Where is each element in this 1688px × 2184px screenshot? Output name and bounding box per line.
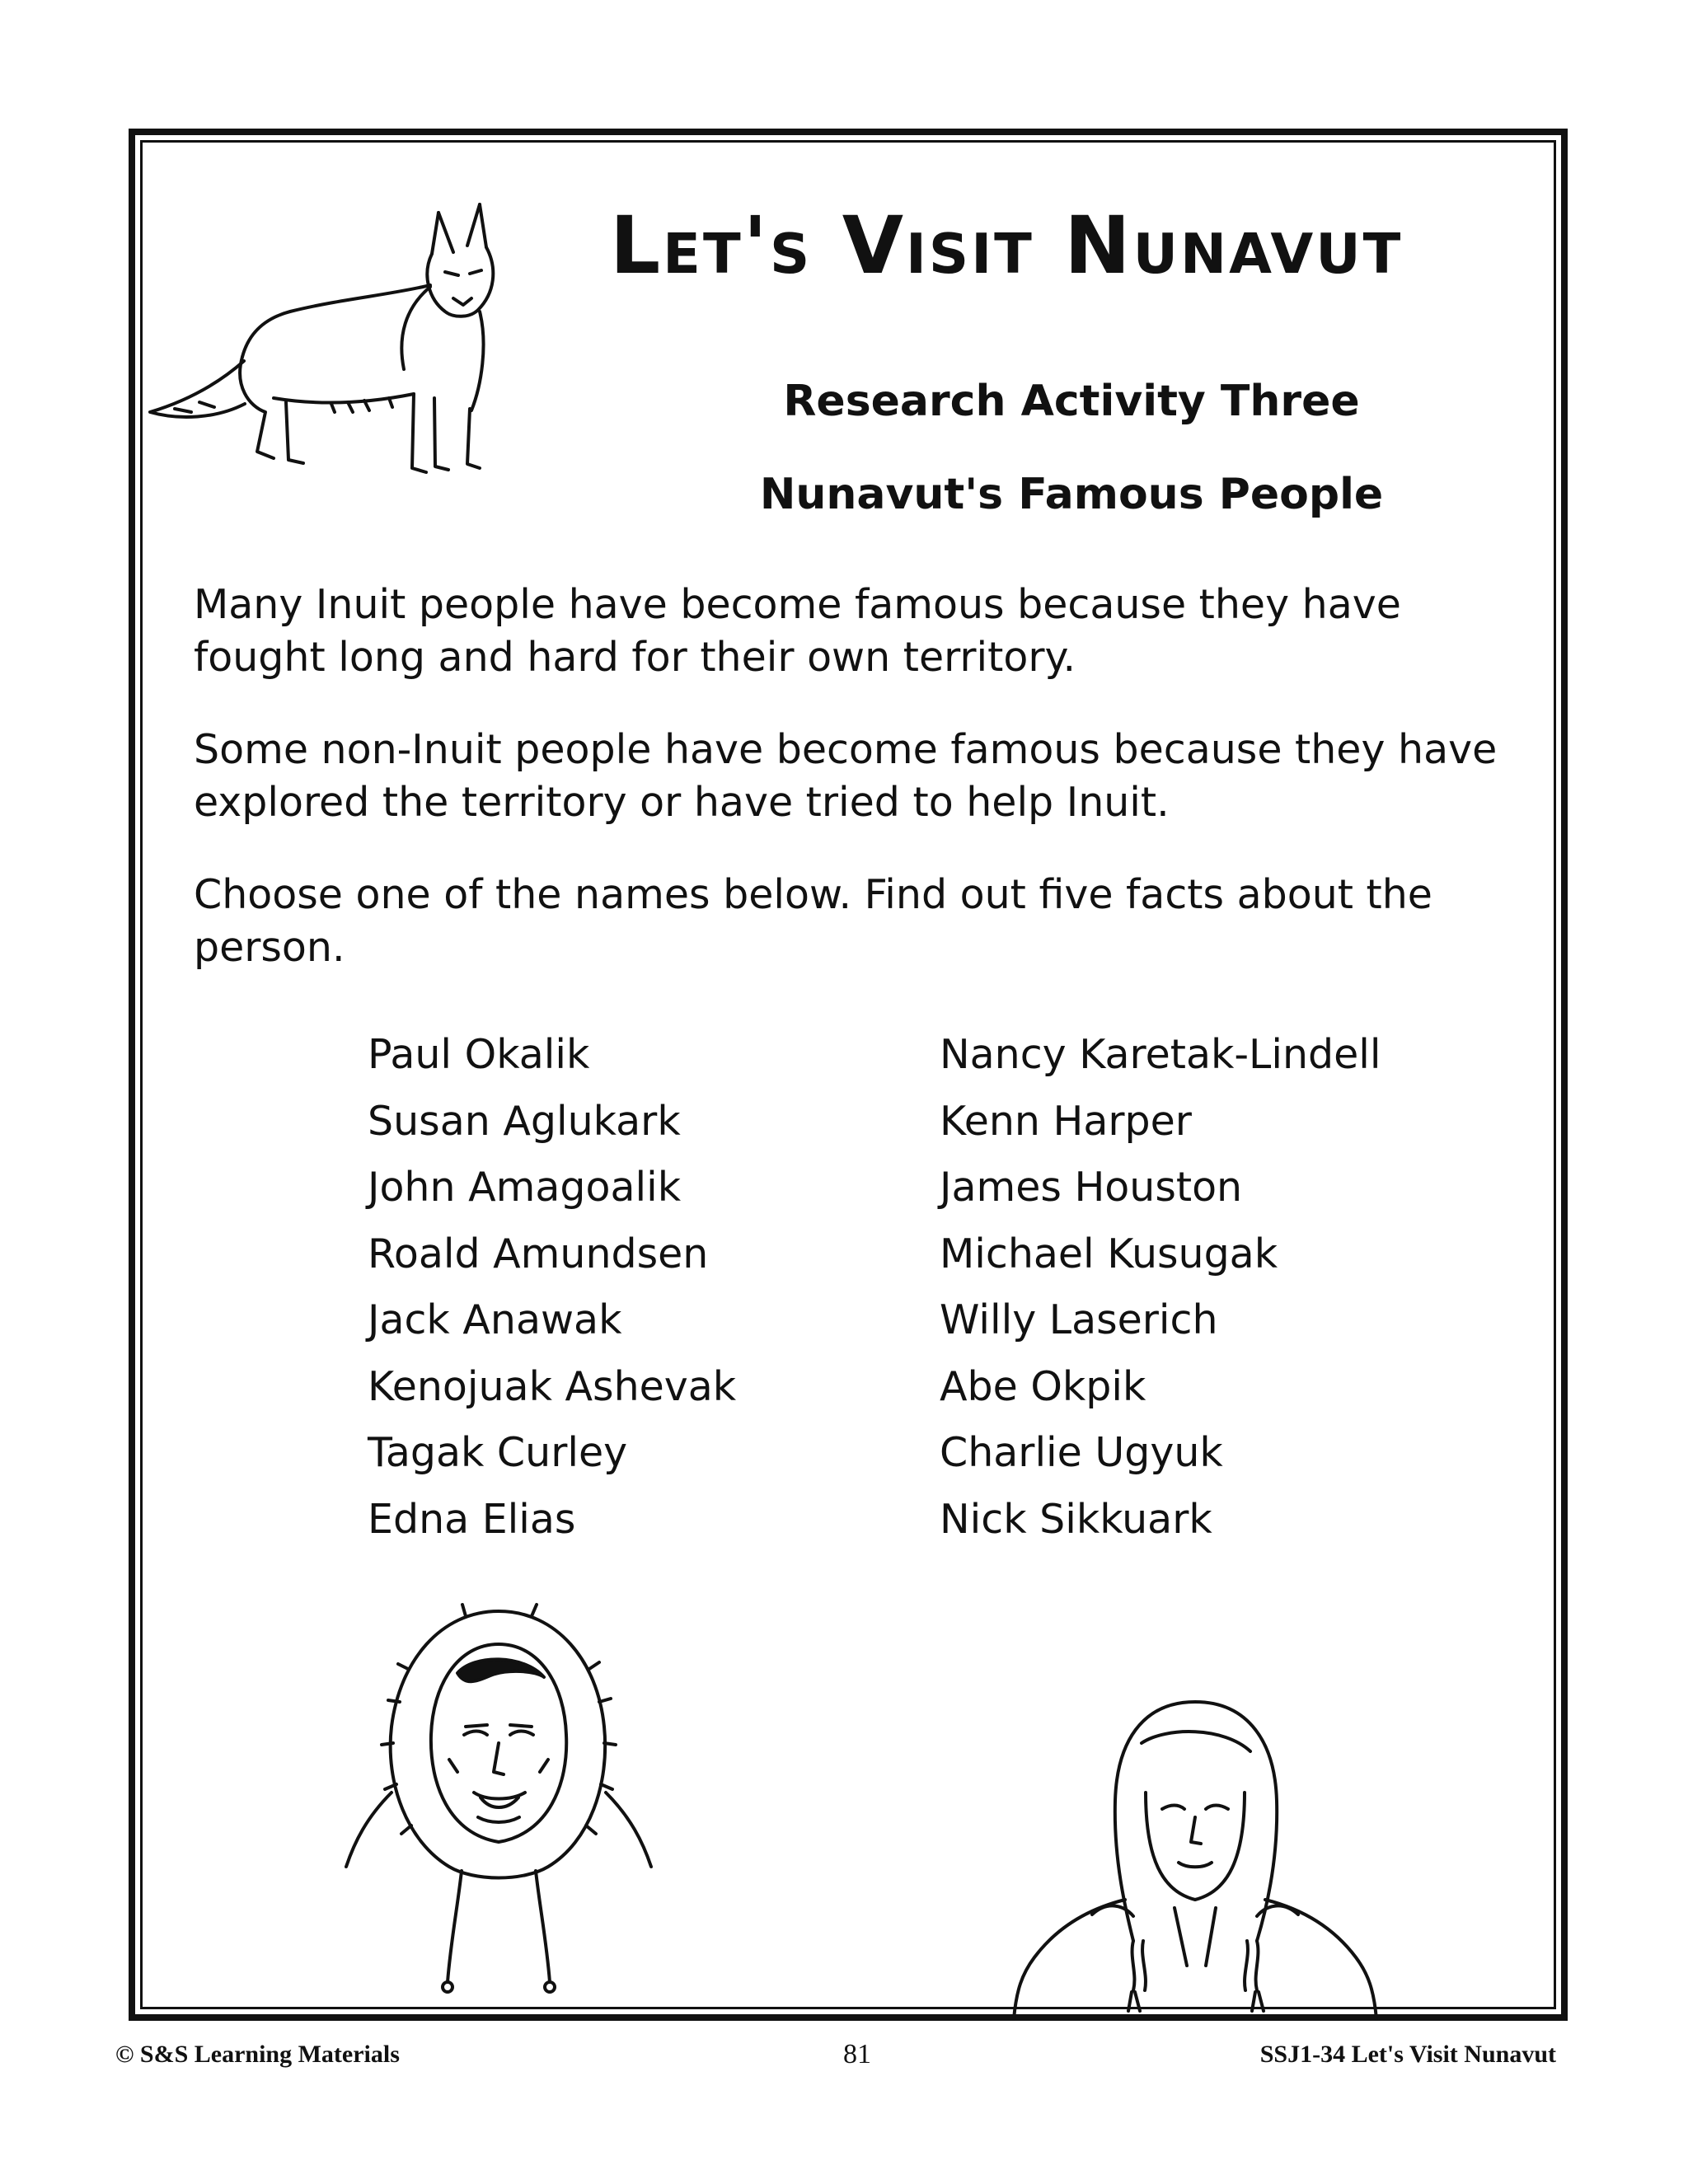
inuit-elder-illustration (342, 1595, 655, 2007)
name-item: Kenn Harper (940, 1097, 1192, 1145)
name-item: Roald Amundsen (368, 1230, 709, 1277)
topic-heading: Nunavut's Famous People (759, 470, 1384, 519)
instruction-paragraph: Choose one of the names below. Find out five facts about the person. (194, 871, 1432, 971)
name-item: Willy Laserich (940, 1296, 1218, 1343)
names-column-1 (368, 1022, 736, 1553)
name-item: Nancy Karetak-Lindell (940, 1031, 1381, 1078)
names-column-2 (940, 1022, 1381, 1553)
name-item: Tagak Curley (368, 1429, 628, 1476)
page-title: Let's Visit Nunavut (610, 199, 1404, 292)
activity-heading: Research Activity Three (783, 377, 1360, 426)
name-item: Paul Okalik (368, 1031, 590, 1078)
name-item: James Houston (940, 1164, 1243, 1211)
page-number: 81 (843, 2039, 871, 2069)
name-item: John Amagoalik (368, 1164, 682, 1211)
copyright-text: © S&S Learning Materials (115, 2041, 400, 2068)
book-code: SSJ1-34 Let's Visit Nunavut (1259, 2041, 1556, 2068)
intro-paragraph-1: Many Inuit people have become famous because they have fought long and hard for their own territory. (194, 581, 1401, 681)
name-item: Kenojuak Ashevak (368, 1362, 737, 1410)
intro-paragraph-2: Some non-Inuit people have become famous because they have explored the territory or have tried to help Inuit. (194, 726, 1498, 826)
name-item: Nick Sikkuark (940, 1495, 1212, 1543)
name-item: Charlie Ugyuk (940, 1429, 1223, 1476)
name-item: Abe Okpik (940, 1362, 1146, 1410)
inuit-girl-illustration (1010, 1694, 1381, 2023)
arctic-fox-illustration (142, 196, 554, 509)
name-item: Susan Aglukark (368, 1097, 681, 1145)
name-item: Michael Kusugak (940, 1230, 1278, 1277)
name-item: Edna Elias (368, 1495, 576, 1543)
name-item: Jack Anawak (368, 1296, 622, 1343)
